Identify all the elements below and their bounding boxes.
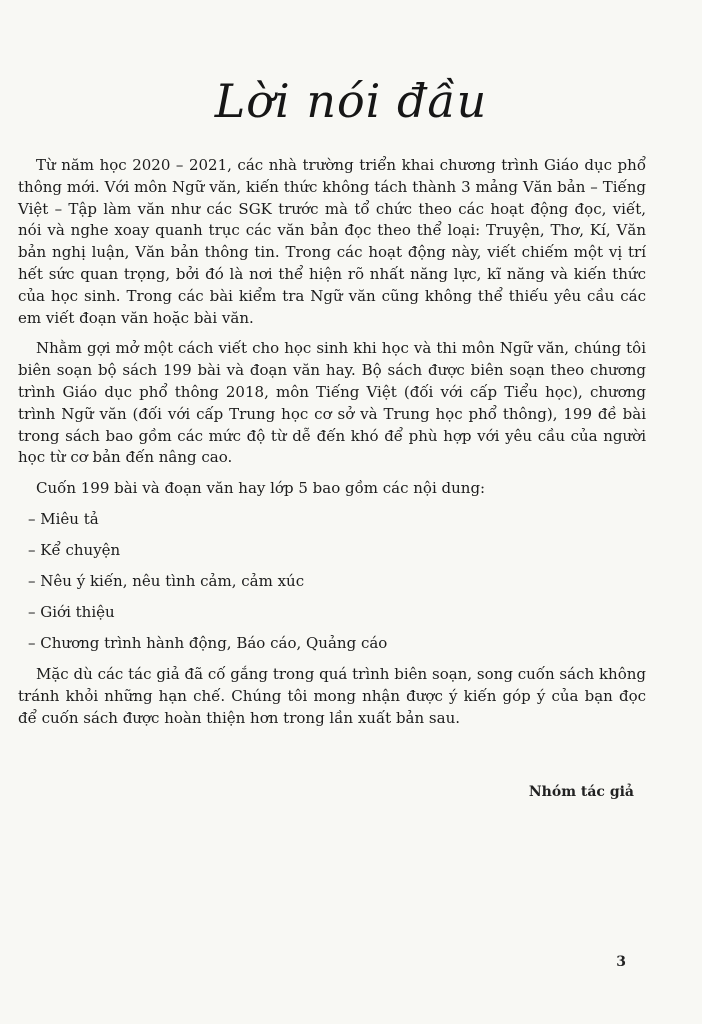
- page-number: 3: [616, 954, 626, 970]
- content-list: [18, 509, 646, 654]
- list-item: – Kể chuyện: [28, 540, 121, 559]
- page-title: Lời nói đầu: [214, 74, 488, 128]
- list-item: – Chương trình hành động, Báo cáo, Quảng cáo: [28, 633, 388, 652]
- author-signature: Nhóm tác giả: [528, 784, 634, 800]
- list-item: – Nêu ý kiến, nêu tình cảm, cảm xúc: [28, 571, 305, 590]
- list-item: – Miêu tả: [28, 509, 99, 528]
- closing-paragraph: Mặc dù các tác giả đã cố gắng trong quá trình biên soạn, song cuốn sách không tránh khỏi những hạn chế. Chúng tôi mong nhận được ý kiến góp ý của bạn đọc để cuốn sách được hoàn thiện hơn trong lần xuất bản sau.: [18, 664, 646, 727]
- document-body: [18, 155, 646, 738]
- intro-paragraph-1: Từ năm học 2020 – 2021, các nhà trường triển khai chương trình Giáo dục phổ thông mới. Với môn Ngữ văn, kiến thức không tách thành 3 mảng Văn bản – Tiếng Việt – Tập làm văn như các SGK trước mà tổ chức theo các hoạt động đọc, viết, nói và nghe xoay quanh trục các văn bản đọc theo thể loại: Truyện, Thơ, Kí, Văn bản nghị luận, Văn bản thông tin. Trong các hoạt động này, viết chiếm một vị trí hết sức quan trọng, bởi đó là nơi thể hiện rõ nhất năng lực, kĩ năng và kiến thức của học sinh. Trong các bài kiểm tra Ngữ văn cũng không thể thiếu yêu cầu các em viết đoạn văn hoặc bài văn.: [18, 156, 646, 327]
- list-item: – Giới thiệu: [28, 602, 115, 621]
- intro-paragraph-2: Nhằm gợi mở một cách viết cho học sinh khi học và thi môn Ngữ văn, chúng tôi biên soạn bộ sách 199 bài và đoạn văn hay. Bộ sách được biên soạn theo chương trình Giáo dục phổ thông 2018, môn Tiếng Việt (đối với cấp Tiểu học), chương trình Ngữ văn (đối với cấp Trung học cơ sở và Trung học phổ thông), 199 đề bài trong sách bao gồm các mức độ từ dễ đến khó để phù hợp với yêu cầu của người học từ cơ bản đến nâng cao.: [18, 339, 646, 467]
- content-intro-paragraph: Cuốn 199 bài và đoạn văn hay lớp 5 bao gồm các nội dung:: [36, 479, 486, 498]
